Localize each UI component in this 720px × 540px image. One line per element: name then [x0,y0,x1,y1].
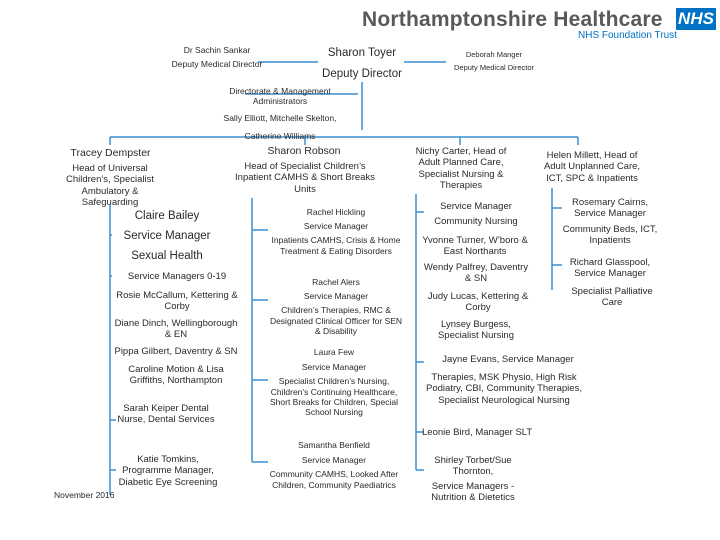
node-yvonne: Yvonne Turner, W’boro & East Northants [422,235,528,258]
node-wendy: Wendy Palfrey, Daventry & SN [423,262,529,285]
node-name: Samantha Benfield [298,440,370,450]
node-names: Sally Elliott, Mitchelle Skelton, [223,113,337,124]
node-tracey: Tracey Dempster [70,147,151,159]
node-area: Community CAMHS, Looked After Children, Community Paediatrics [269,469,399,490]
node-rachel-alers [268,277,404,336]
node-name: Rachel Alers [312,277,360,287]
node-katie: Katie Tomkins, Programme Manager, Diabetic Eye Screening [118,454,218,488]
node-sarah: Sarah Keiper Dental Nurse, Dental Services [117,403,215,426]
node-name: Sharon Toyer [327,47,397,59]
node-helen: Helen Millett, Head of Adult Unplanned Care, ICT, SPC & Inpatients [543,150,641,184]
node-tracey-role: Head of Universal Children’s, Specialist Ambulatory & Safeguarding [65,163,154,209]
org-name: Northamptonshire Healthcare [362,8,663,31]
node-richard: Richard Glasspool, Service Manager [569,257,651,280]
node-area: Children’s Therapies, RMC & Designated Clinical Officer for SEN & Disability [269,305,403,336]
node-sharon-robson-role: Head of Specialist Children’s Inpatient CAMHS & Short Breaks Units [235,161,375,195]
node-diane: Diane Dinch, Wellingborough & EN [114,318,238,341]
node-claire [112,210,222,263]
node-title: Directorate & Management Administrators [229,86,331,107]
node-name: Claire Bailey [134,210,200,222]
node-jayne: Jayne Evans, Service Manager [442,354,574,365]
node-deborah [448,50,540,72]
node-name: Laura Few [313,347,355,357]
node-role: Service Manager [301,455,367,466]
node-sm-019: Service Managers 0-19 [127,271,227,282]
node-shirley: Shirley Torbet/Sue Thornton, [434,455,512,478]
node-rosie: Rosie McCallum, Kettering & Corby [116,290,238,313]
node-sachin [170,45,264,69]
node-role: Service Manager [303,221,369,232]
node-role: Service Manager [123,229,211,242]
node-samantha [264,440,404,490]
node-rosemary: Rosemary Cairns, Service Manager [571,197,649,220]
node-role: Deputy Medical Director [171,59,263,70]
node-shirley-area: Service Managers - Nutrition & Dietetics [431,481,515,504]
node-leonie: Leonie Bird, Manager SLT [422,427,533,438]
node-palliative: Specialist Palliative Care [571,286,653,309]
node-name: Dr Sachin Sankar [183,45,251,55]
node-area: Sexual Health [131,249,203,262]
node-judy: Judy Lucas, Kettering & Corby [427,291,529,314]
node-role: Service Manager [301,362,367,373]
node-laura [264,347,404,417]
node-lynsey: Lynsey Burgess, Specialist Nursing [437,319,515,342]
node-community-beds: Community Beds, ICT, Inpatients [562,224,658,247]
date-label: November 2016 [54,490,115,500]
node-names-2: Catherine Williams [244,130,316,141]
node-jayne-area: Therapies, MSK Physio, High Risk Podiatry, CBI, Community Therapies, Specialist Neurological Nursing [426,372,582,406]
node-role: Deputy Director [322,67,402,80]
node-role: Deputy Medical Director [453,63,535,72]
node-nichy: Nichy Carter, Head of Adult Planned Care, Specialist Nursing & Therapies [415,146,507,192]
node-role: Service Manager [303,291,369,302]
node-name: Rachel Hickling [306,207,366,217]
node-sharon-robson: Sharon Robson [267,145,341,157]
node-administrators [205,86,355,141]
nhs-logo: NHS [676,8,716,30]
node-name: Deborah Manger [465,50,523,59]
trust-name: NHS Foundation Trust [578,30,677,41]
node-sharon-toyer [312,47,412,82]
node-sm-col3: Service Manager [440,201,512,212]
node-rachel-hickling [268,207,404,256]
node-area: Inpatients CAMHS, Crisis & Home Treatment & Eating Disorders [271,235,401,256]
node-pippa: Pippa Gilbert, Daventry & SN [114,346,238,357]
node-community-nursing: Community Nursing [434,216,518,227]
node-area: Specialist Children’s Nursing, Children’s Continuing Healthcare, Short Breaks for Children, Special School Nursing [269,376,399,417]
node-caroline: Caroline Motion & Lisa Griffiths, Northampton [128,364,224,387]
